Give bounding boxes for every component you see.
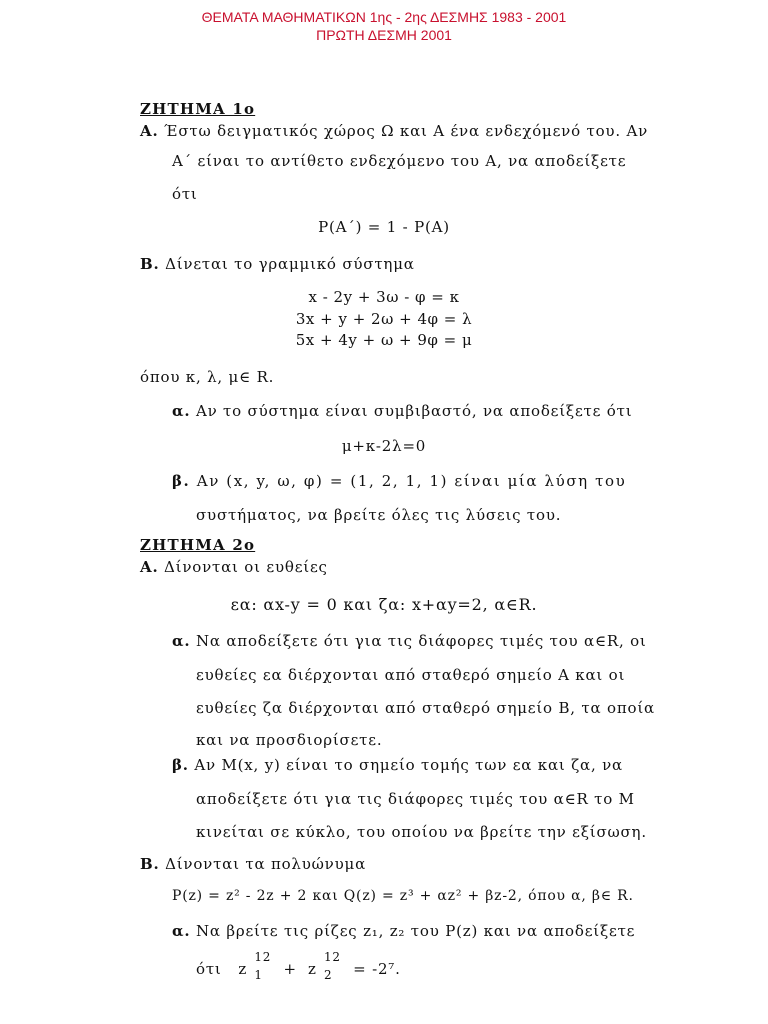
q1-beta-line1	[172, 472, 626, 490]
q2-alpha-line4: και να προσδιορίσετε.	[196, 731, 383, 749]
q1-b-text: Δίνεται το γραμμικό σύστημα	[159, 255, 415, 273]
q2-alpha-line2: ευθείες εα διέρχονται από σταθερό σημείο Α και οι	[196, 666, 626, 684]
q2-b-alpha-label: α.	[172, 922, 191, 940]
q2-b-alpha-text1: Να βρείτε τις ρίζες z₁, z₂ του P(z) και να αποδείξετε	[190, 922, 636, 940]
header-title: ΘΕΜΑΤΑ ΜΑΘΗΜΑΤΙΚΩΝ 1ης - 2ης ΔΕΣΜΗΣ 1983 - 2001	[201, 9, 567, 25]
q2-a-line	[140, 558, 328, 576]
q1-a-line1	[140, 122, 648, 140]
q2-alpha-line3: ευθείες ζα διέρχονται από σταθερό σημείο Β, τα οποία	[196, 699, 655, 717]
q1-formula: Ρ(Α΄) = 1 - Ρ(Α)	[318, 218, 450, 236]
q1-alpha-label: α.	[172, 402, 191, 420]
q1-beta-label: β.	[172, 472, 191, 490]
document-header	[0, 8, 768, 44]
q2-beta-line2: αποδείξετε ότι για τις διάφορες τιμές του α∈R το Μ	[196, 790, 635, 808]
q1-a-line3: ότι	[172, 185, 198, 203]
q2-b-text: Δίνονται τα πολυώνυμα	[159, 855, 366, 873]
q1-a-label: Α.	[140, 122, 159, 140]
q2-b-alpha-line2	[196, 950, 401, 982]
q2-lines-formula: εα: αx-y = 0 και ζα: x+αy=2, α∈R.	[230, 595, 538, 614]
z2-subscript: 2	[324, 968, 333, 982]
q2-b-line	[140, 855, 366, 873]
q1-where: όπου κ, λ, μ∈ R.	[140, 368, 275, 386]
system-eq1: x - 2y + 3ω - φ = κ	[308, 288, 460, 306]
q1-beta-text1: Αν (x, y, ω, φ) = (1, 2, 1, 1) είναι μία λύση του	[190, 472, 627, 490]
q1-beta-line2: συστήματος, να βρείτε όλες τις λύσεις του.	[196, 506, 562, 524]
q2-b-label: Β.	[140, 855, 160, 873]
q2-alpha-label: α.	[172, 632, 191, 650]
q1-b-label: Β.	[140, 255, 160, 273]
header-subtitle: ΠΡΩΤΗ ΔΕΣΜΗ 2001	[316, 27, 452, 43]
q2-a-text: Δίνονται οι ευθείες	[158, 558, 328, 576]
q2-a-label: Α.	[140, 558, 159, 576]
z2-power: z 12 2	[308, 950, 341, 982]
q2-alpha-line1	[172, 632, 647, 650]
z1-subscript: 1	[254, 968, 263, 982]
z1-power: z 12 1	[238, 950, 272, 982]
q1-alpha-line	[172, 402, 632, 420]
plus-sign: +	[283, 960, 297, 978]
q2-beta-line1	[172, 756, 623, 774]
q2-alpha-text1: Να αποδείξετε ότι για τις διάφορες τιμές του α∈R, οι	[190, 632, 647, 650]
z1-exponent: 12	[254, 950, 272, 964]
q1-alpha-text: Αν το σύστημα είναι συμβιβαστό, να αποδείξετε ότι	[190, 402, 633, 420]
q2-beta-line3: κινείται σε κύκλο, του οποίου να βρείτε την εξίσωση.	[196, 823, 647, 841]
q2-beta-label: β.	[172, 756, 189, 774]
q2-b-alpha-oti: ότι	[196, 960, 222, 978]
q2-title: ΖΗΤΗΜΑ 2ο	[140, 536, 256, 554]
q1-b-line	[140, 255, 415, 273]
z2-exponent: 12	[324, 950, 341, 964]
q2-beta-text1: Αν Μ(x, y) είναι το σημείο τομής των εα και ζα, να	[188, 756, 623, 774]
result: = -2⁷.	[353, 960, 401, 978]
system-eq3: 5x + 4y + ω + 9φ = μ	[295, 331, 473, 349]
q1-a-text1: Έστω δειγματικός χώρος Ω και Α ένα ενδεχόμενό του. Αν	[158, 122, 649, 140]
q2-b-alpha-line1	[172, 922, 635, 940]
q1-title: ΖΗΤΗΜΑ 1ο	[140, 100, 256, 118]
system-eq2: 3x + y + 2ω + 4φ = λ	[295, 310, 473, 328]
q1-a-line2: Α΄ είναι το αντίθετο ενδεχόμενο του Α, να αποδείξετε	[172, 152, 627, 170]
q1-alpha-formula: μ+κ-2λ=0	[341, 437, 427, 455]
q2-poly: P(z) = z² - 2z + 2 και Q(z) = z³ + αz² + βz-2, όπου α, β∈ R.	[172, 888, 634, 904]
